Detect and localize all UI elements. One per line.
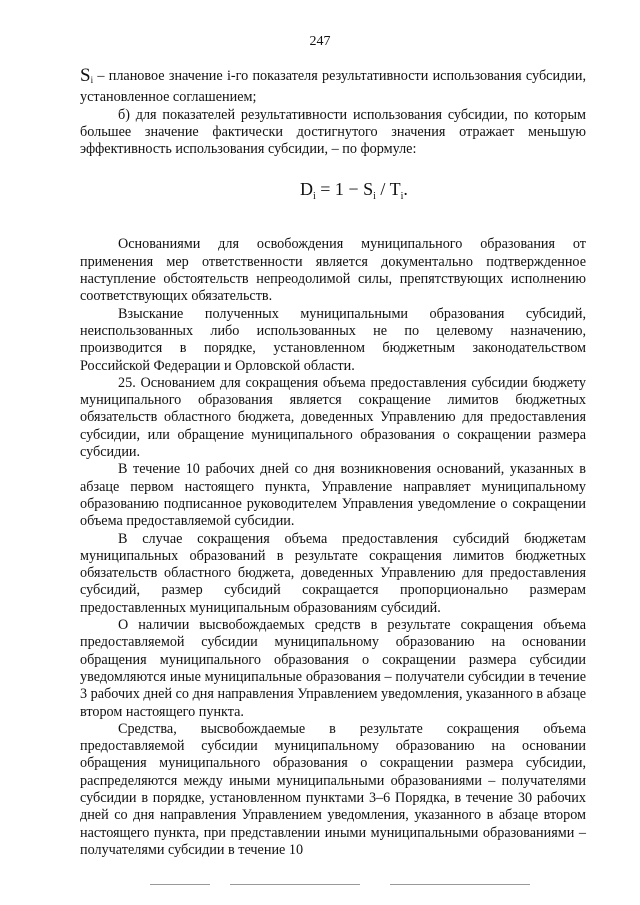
paragraph: Взыскание полученных муниципальными образования субсидий, неиспользованных либо использованных не по целевому назначению, производится в порядке, установленном бюджетным законодательством Российской Федерации и Орловской области. bbox=[80, 305, 586, 374]
formula-lhs-sub: i bbox=[313, 191, 316, 203]
variable-definition bbox=[80, 66, 586, 107]
paragraph: В случае сокращения объема предоставления субсидий бюджетам муниципальных образований в результате сокращения лимитов бюджетных обязательств областного бюджета, доведенных Управлению для предоставления субсидий, размер субсидий сокращается пропорционально размерам предоставленных муниципальным образованиям субсидий. bbox=[80, 530, 586, 616]
formula-lhs: D bbox=[300, 179, 313, 200]
formula-mid: = 1 − S bbox=[315, 179, 374, 200]
footer-rule-segment bbox=[390, 884, 530, 885]
footer-rule-segment bbox=[230, 884, 360, 885]
variable-subscript: i bbox=[90, 75, 94, 85]
formula-end: . bbox=[403, 179, 408, 200]
footer-rule bbox=[150, 884, 530, 886]
variable-symbol: S bbox=[80, 65, 91, 86]
paragraph-b: б) для показателей результативности использования субсидии, по которым большее значение фактически достигнутого значения отражает меньшую эффективность использования субсидии, – по формуле: bbox=[80, 106, 586, 158]
footer-rule-segment bbox=[150, 884, 210, 885]
paragraph: Основаниями для освобождения муниципального образования от применения мер ответственности является документально подтвержденное наступление обстоятельств непреодолимой силы, препятствующих исполнению соответствующих обязательств. bbox=[80, 236, 586, 305]
page-number: 247 bbox=[309, 34, 331, 49]
formula bbox=[80, 178, 586, 208]
formula-div-sub: i bbox=[400, 191, 404, 203]
paragraph: 25. Основанием для сокращения объема предоставления субсидии бюджету муниципального образования является сокращение лимитов бюджетных обязательств областного бюджета, доведенных Управлению для предоставления субсидии, или обращение муниципального образования о сокращении размера субсидии. bbox=[80, 374, 586, 461]
variable-description: – плановое значение i-го показателя результативности использования субсидии, установленное соглашением; bbox=[80, 68, 586, 106]
paragraph: О наличии высвобождаемых средств в результате сокращения объема предоставляемой субсидии муниципальному образованию на основании обращения муниципального образования о сокращении размера субсидии уведомляются иные муниципальные образования – получатели субсидии в течение 3 рабочих дней со дня направления Управлением уведомления, указанного в абзаце втором настоящего пункта. bbox=[80, 617, 586, 720]
document-body bbox=[80, 66, 586, 859]
formula-mid-sub: i bbox=[373, 191, 376, 203]
formula-div: / T bbox=[375, 179, 401, 200]
paragraph: Средства, высвобождаемые в результате сокращения объема предоставляемой субсидии муниципальному образованию на основании обращения муниципального образования о сокращении размера субсидии, распределяются между иными муниципальными образованиями – получателями субсидии в порядке, установленном пунктами 3–6 Порядка, в течение 30 рабочих дней со дня направления Управлением уведомления, указанного в абзаце втором настоящего пункта, при представлении иными муниципальными образованиями – получателями субсидии в течение 10 bbox=[80, 720, 586, 858]
paragraph: В течение 10 рабочих дней со дня возникновения оснований, указанных в абзаце первом настоящего пункта, Управление направляет муниципальному образованию подписанное руководителем Управления уведомление о сокращении объема предоставляемой субсидии. bbox=[80, 461, 586, 530]
